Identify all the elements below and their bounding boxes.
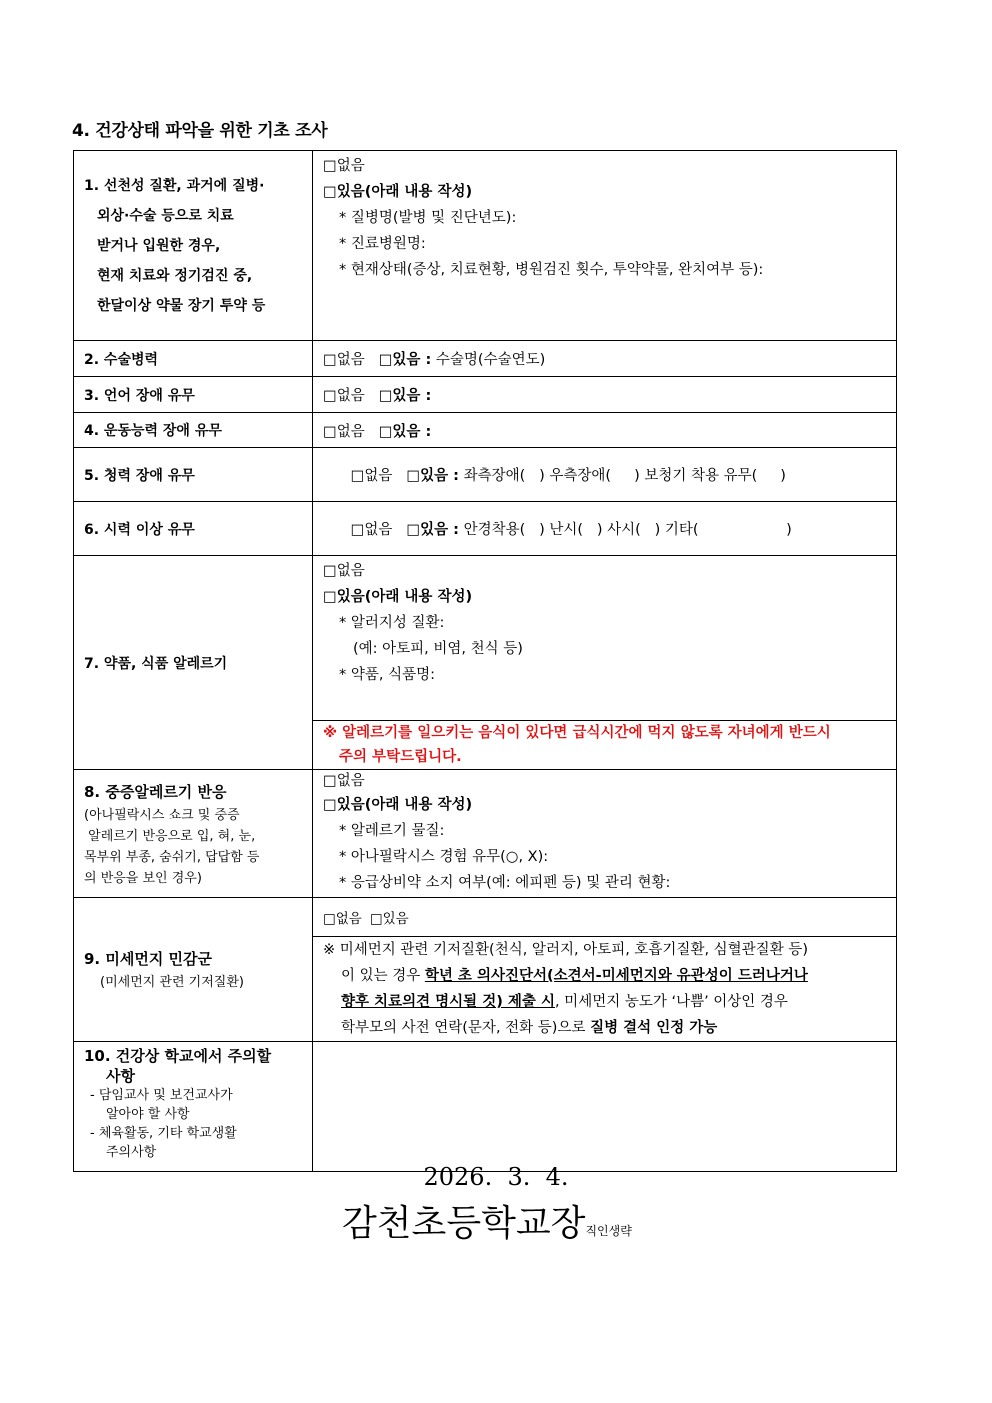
checkbox-icon[interactable]: □ [323,184,337,200]
question-note: 목부위 부종, 숨쉬기, 답답함 등 [84,849,260,865]
question-cell [74,898,313,1042]
option-label: 있음(아래 내용 작성) [336,184,473,200]
checkbox-icon[interactable]: □ [323,388,337,404]
checkbox-icon[interactable]: □ [323,797,337,813]
table-row [74,556,897,721]
question-text: 9. 미세먼지 민감군 [84,950,213,968]
checkbox-icon[interactable]: □ [323,911,336,927]
question-cell [74,1042,313,1172]
table-row [74,448,897,502]
notice-text: , 미세먼지 농도가 ‘나쁨’ 이상인 경우 [554,994,788,1010]
detail-field[interactable]: * 응급상비약 소지 여부(예: 에피펜 등) 및 관리 현황: [339,875,671,891]
question-text: 한달이상 약물 장기 투약 등 [97,297,266,314]
question-text: 8. 중증알레르기 반응 [84,782,227,801]
checkbox-icon[interactable]: □ [323,773,337,789]
notice-text: ※ 미세먼지 관련 기저질환(천식, 알러지, 아토피, 호흡기질환, 심혈관질환 등) [323,942,808,958]
question-note: 의 반응을 보인 경우) [84,870,202,886]
option-label: 없음 [336,563,365,579]
section-title: 4. 건강상태 파악을 위한 기초 조사 [72,121,328,141]
detail-field[interactable]: * 약품, 식품명: [339,667,435,683]
table-row [74,341,897,377]
table-row [74,898,897,937]
detail-example: (예: 아토피, 비염, 천식 등) [353,641,523,657]
option-label: 없음 [336,388,365,404]
option-label: 있음 : [420,468,459,484]
question-text: 4. 운동능력 장애 유무 [84,423,222,439]
answer-cell [313,770,897,898]
option-yes[interactable] [323,792,896,818]
question-cell [74,341,313,377]
detail-field[interactable]: 수술명(수술연도) [435,352,546,368]
option-label: 있음 : [392,423,432,440]
option-label: 없음 [336,352,365,368]
checkbox-icon[interactable]: □ [323,563,337,579]
option-label: 있음 [382,911,409,927]
notice-emphasis: 향후 치료의견 명시될 것) 제출 시 [341,994,555,1010]
signer-name: 감천초등학교장 [342,1203,586,1244]
question-text: 2. 수술병력 [84,351,159,368]
option-label: 있음(아래 내용 작성) [336,589,473,605]
question-cell [74,151,313,341]
answer-cell [313,377,897,413]
answer-cell [313,151,897,341]
option-label: 없음 [336,423,365,440]
detail-field[interactable]: * 알러지성 질환: [339,615,445,631]
notice-emphasis: 질병 결석 인정 가능 [590,1020,718,1036]
table-row [74,413,897,448]
answer-input[interactable] [313,1042,897,1172]
question-text: 3. 언어 장애 유무 [84,387,195,404]
checkbox-icon[interactable]: □ [378,423,393,440]
question-text: 1. 선천성 질환, 과거에 질병· [84,177,265,194]
option-none[interactable] [323,558,896,584]
question-text: 10. 건강상 학교에서 주의할 [84,1047,272,1065]
question-text: 7. 약품, 식품 알레르기 [84,655,228,672]
notice-text: 주의 부탁드립니다. [339,749,462,765]
detail-field[interactable]: * 알레르기 물질: [339,823,445,839]
detail-field[interactable]: * 질병명(발병 및 진단년도): [339,210,517,226]
notice-text: 이 있는 경우 [341,968,425,984]
checkbox-icon[interactable]: □ [323,589,337,605]
option-label: 있음 : [392,352,432,368]
question-cell [74,377,313,413]
question-text: 사항 [106,1067,135,1085]
table-row [74,377,897,413]
answer-cell [313,413,897,448]
checkbox-icon[interactable]: □ [378,388,393,404]
detail-field[interactable]: 안경착용( ) 난시( ) 사시( ) 기타( ) [463,522,792,538]
question-note: (미세먼지 관련 기저질환) [100,975,244,990]
question-text: 외상·수술 등으로 치료 [97,207,234,224]
question-note: 알레르기 반응으로 입, 혀, 눈, [84,828,256,844]
stamp-note: 직인생략 [585,1224,632,1238]
question-note: - 담임교사 및 보건교사가 [90,1088,233,1103]
question-text: 6. 시력 이상 유무 [84,521,195,538]
question-text: 5. 청력 장애 유무 [84,467,195,484]
checkbox-icon[interactable]: □ [406,468,421,484]
option-label: 없음 [364,468,393,484]
question-note: 주의사항 [106,1145,157,1160]
answer-cell [313,898,897,937]
table-row [74,151,897,341]
answer-cell [313,502,897,556]
option-yes[interactable] [323,584,896,610]
answer-cell [313,448,897,502]
question-note: 알아야 할 사항 [106,1107,190,1122]
option-label: 없음 [336,158,365,174]
detail-field[interactable]: * 진료병원명: [339,236,426,252]
answer-cell [313,341,897,377]
signature-block [342,1195,632,1246]
table-row [74,502,897,556]
option-none[interactable] [323,153,896,179]
notice-text: ※ 알레르기를 일으키는 음식이 있다면 급식시간에 먹지 않도록 자녀에게 반드시 [323,725,831,741]
checkbox-icon[interactable]: □ [350,522,365,538]
fine-dust-notice [313,937,897,1042]
notice-emphasis: 학년 초 의사진단서(소견서-미세먼지와 유관성이 드러나거나 [424,968,808,984]
checkbox-icon[interactable]: □ [378,352,393,368]
answer-cell [313,556,897,721]
question-note: (아나필락시스 쇼크 및 중증 [84,807,240,823]
document-date: 2026. 3. 4. [423,1163,569,1191]
health-survey-table [73,150,897,1172]
table-row [74,1042,897,1172]
option-label: 있음(아래 내용 작성) [336,797,473,813]
checkbox-icon[interactable]: □ [350,468,365,484]
detail-field[interactable]: 좌측장애( ) 우측장애( ) 보청기 착용 유무( ) [463,468,786,484]
option-label: 없음 [335,911,362,927]
checkbox-icon[interactable]: □ [323,423,337,440]
checkbox-icon[interactable]: □ [323,352,337,368]
question-cell [74,448,313,502]
question-cell [74,413,313,448]
option-none[interactable] [323,770,896,792]
option-label: 있음 : [392,388,432,404]
option-yes[interactable] [323,179,896,205]
option-label: 없음 [364,522,393,538]
question-note: - 체육활동, 기타 학교생활 [90,1126,237,1141]
checkbox-icon[interactable]: □ [369,911,383,927]
option-label: 없음 [336,773,365,789]
allergy-notice [313,721,897,770]
question-cell [74,770,313,898]
question-text: 받거나 입원한 경우, [97,237,221,254]
checkbox-icon[interactable]: □ [406,522,421,538]
checkbox-icon[interactable]: □ [323,158,337,174]
question-cell [74,556,313,770]
question-cell [74,502,313,556]
notice-text: 학부모의 사전 연락(문자, 전화 등)으로 [341,1020,591,1036]
table-row [74,770,897,898]
detail-field[interactable]: * 현재상태(증상, 치료현황, 병원검진 횟수, 투약약물, 완치여부 등): [339,262,764,278]
option-label: 있음 : [420,522,459,538]
detail-field[interactable]: * 아나필락시스 경험 유무(○, X): [339,849,549,865]
question-text: 현재 치료와 정기검진 중, [97,267,253,284]
